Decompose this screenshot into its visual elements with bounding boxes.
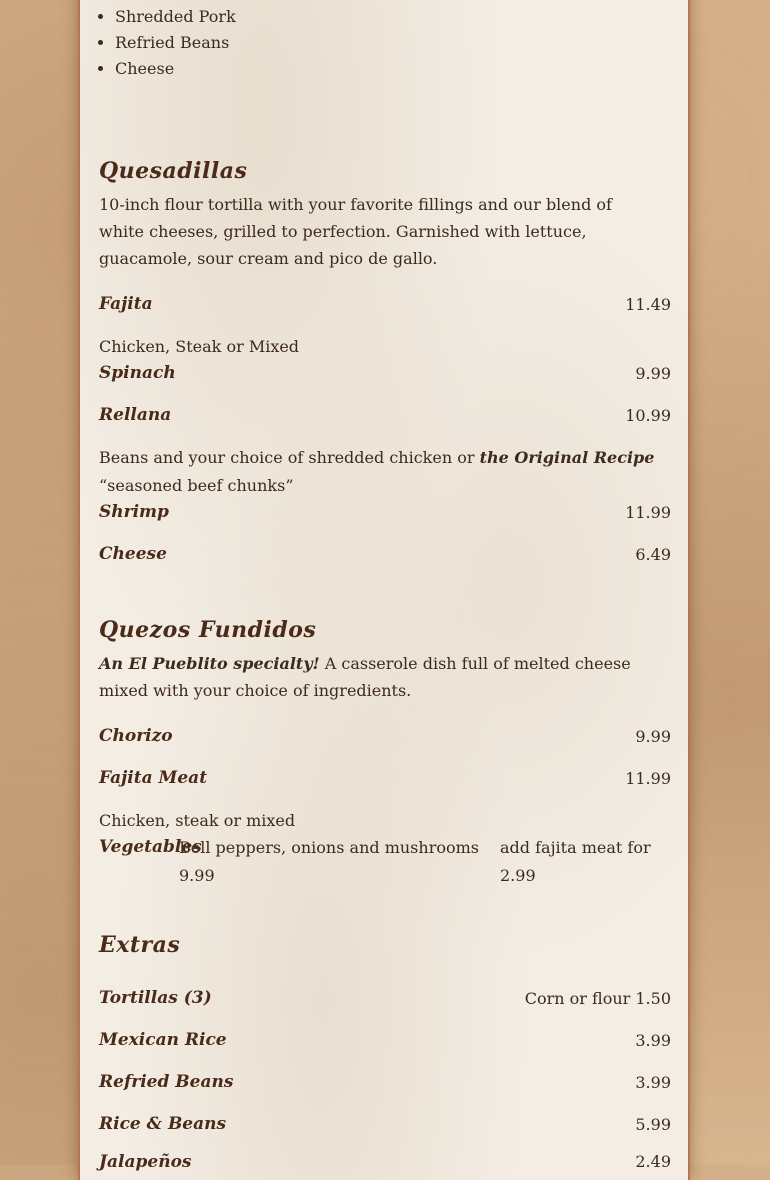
item-name-tortillas: Tortillas (3) <box>99 988 212 1008</box>
item-name-vegetables: Vegetables <box>99 837 202 857</box>
item-price-rice-beans: 5.99 <box>635 1115 671 1134</box>
item-name-chorizo: Chorizo <box>99 726 173 746</box>
item-name-rice-beans: Rice & Beans <box>99 1114 227 1134</box>
quesadillas-description: 10-inch flour tortilla with your favorite fillings and our blend of white cheeses, grilled to perfection. Garnished with lettuce, guacamole, sour cream and pico de gallo. <box>99 195 612 268</box>
item-note-vegetables: Bell peppers, onions and mushrooms 9.99 <box>179 838 479 885</box>
item-name-fajita: Fajita <box>99 294 153 314</box>
item-name-rellana: Rellana <box>99 405 172 425</box>
section-heading-quesos: Quezos Fundidos <box>99 617 317 643</box>
item-price-mexican-rice: 3.99 <box>635 1031 671 1050</box>
item-price-jalapenos: 2.49 <box>635 1152 671 1171</box>
item-note-fajita-meat: Chicken, steak or mixed <box>99 811 296 830</box>
item-price-fajita: 11.49 <box>625 295 671 314</box>
item-price-refried-beans: 3.99 <box>635 1073 671 1092</box>
item-name-mexican-rice: Mexican Rice <box>99 1030 227 1050</box>
item-name-cheese: Cheese <box>99 544 167 564</box>
item-price-rellana: 10.99 <box>625 406 671 425</box>
item-addon-vegetables: add fajita meat for 2.99 <box>500 838 651 885</box>
section-heading-extras: Extras <box>99 932 181 958</box>
item-name-fajita-meat: Fajita Meat <box>99 768 208 788</box>
item-name-jalapenos: Jalapeños <box>99 1152 192 1172</box>
item-price-fajita-meat: 11.99 <box>625 769 671 788</box>
item-note-rellana: Beans and your choice of shredded chicken or the Original Recipe “seasoned beef chunks” <box>99 448 655 495</box>
item-name-refried-beans: Refried Beans <box>99 1072 234 1092</box>
quesos-description: An El Pueblito specialty! A casserole dish full of melted cheese mixed with your choice of ingredients. <box>99 654 631 700</box>
item-price-cheese: 6.49 <box>635 545 671 564</box>
item-price-chorizo: 9.99 <box>635 727 671 746</box>
list-item: • Refried Beans <box>115 30 236 56</box>
item-price-spinach: 9.99 <box>635 364 671 383</box>
ingredient-list <box>99 4 236 82</box>
list-item: • Shredded Pork <box>115 4 236 30</box>
section-heading-quesadillas: Quesadillas <box>99 158 248 184</box>
item-note-fajita: Chicken, Steak or Mixed <box>99 337 300 356</box>
item-name-shrimp: Shrimp <box>99 502 169 522</box>
item-price-tortillas: Corn or flour 1.50 <box>524 989 671 1008</box>
item-name-spinach: Spinach <box>99 363 176 383</box>
list-item: • Cheese <box>115 56 236 82</box>
item-price-shrimp: 11.99 <box>625 503 671 522</box>
